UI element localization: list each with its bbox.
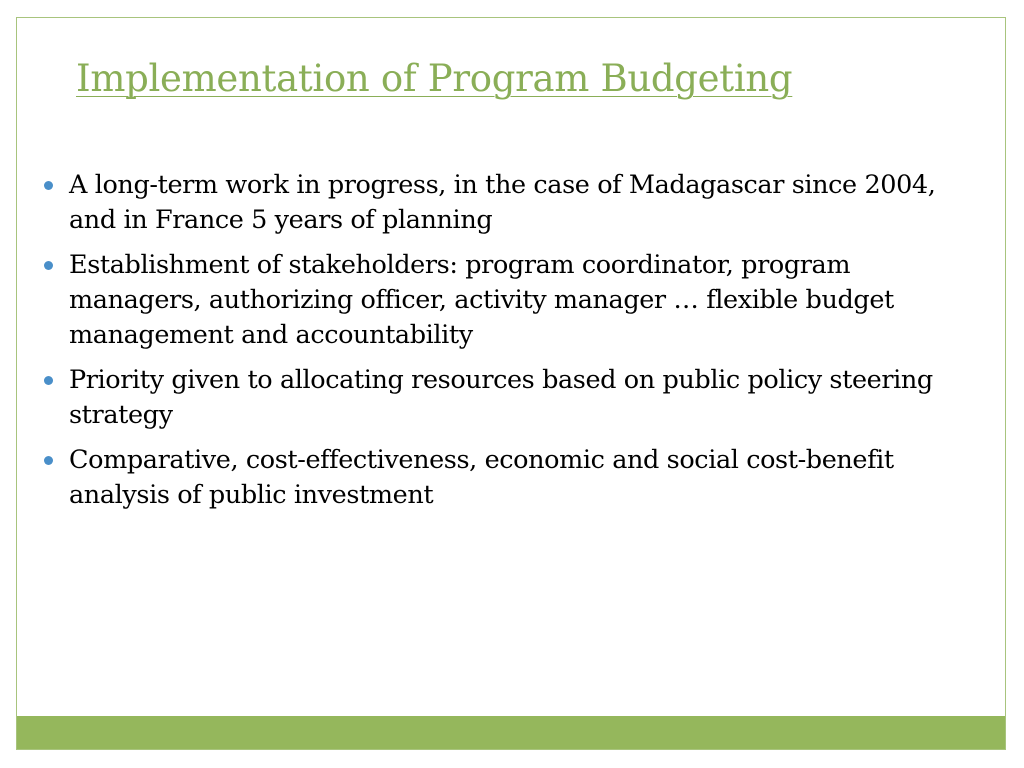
bullet-icon [44, 456, 53, 465]
bullet-text: A long-term work in progress, in the case of Madagascar since 2004, and in France 5 years of planning [69, 170, 936, 235]
footer-bar [17, 716, 1005, 749]
list-item [44, 168, 974, 238]
list-item [44, 248, 974, 353]
slide-title: Implementation of Program Budgeting [76, 57, 793, 100]
bullet-icon [44, 181, 53, 190]
list-item [44, 443, 974, 513]
bullet-text: Priority given to allocating resources based on public policy steering strategy [69, 365, 933, 430]
bullet-icon [44, 261, 53, 270]
list-item [44, 363, 974, 433]
bullet-icon [44, 376, 53, 385]
bullet-list [44, 168, 974, 523]
bullet-text: Comparative, cost-effectiveness, economic and social cost-benefit analysis of public investment [69, 445, 894, 510]
bullet-text: Establishment of stakeholders: program coordinator, program managers, authorizing officer, activity manager … flexible budget management and accountability [69, 250, 894, 350]
